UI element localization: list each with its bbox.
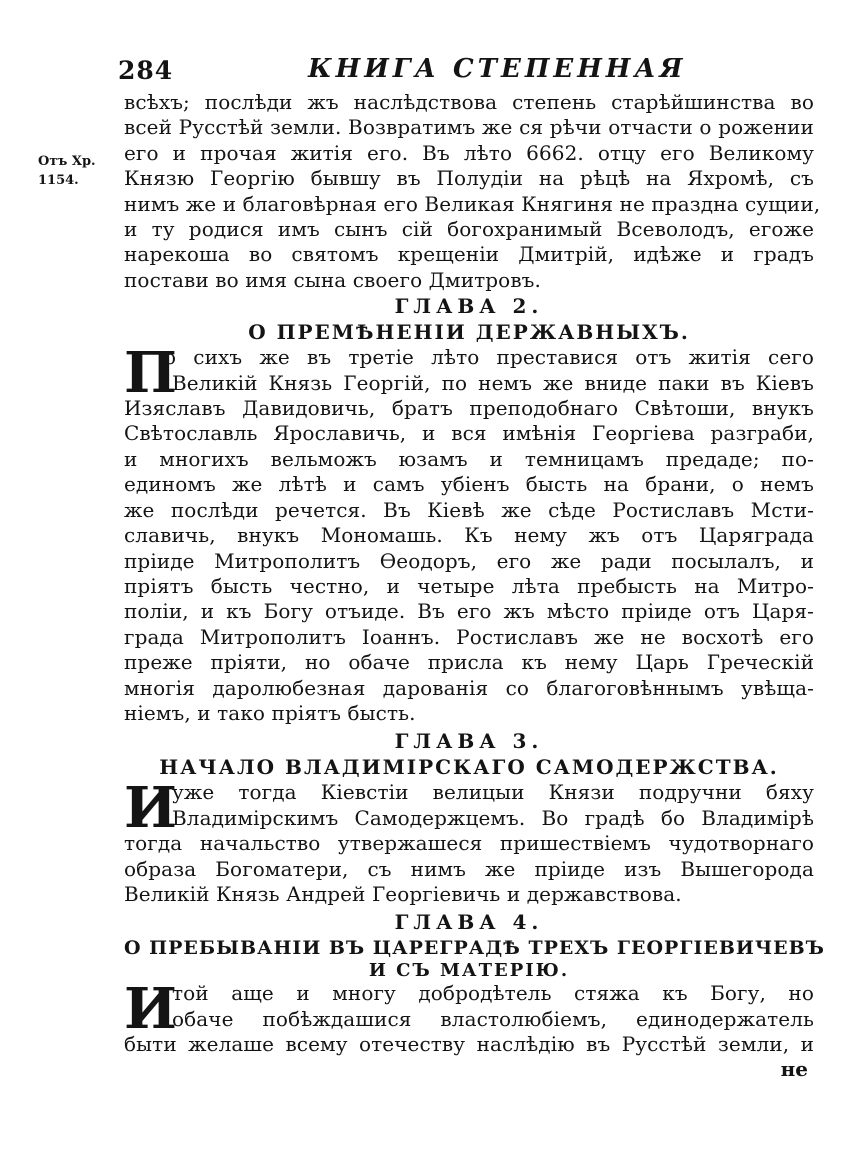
text-line: Великій Князь Георгій, по немъ же вниде паки въ Кіевъ [172, 370, 814, 395]
intro-paragraph [124, 90, 821, 293]
text-line: постави во имя сына своего Дмитровъ. [124, 267, 541, 292]
running-title: КНИГА СТЕПЕННАЯ [308, 54, 687, 84]
chapter-2-heading: ГЛАВА 2. [394, 294, 544, 319]
text-line: ніемъ, и тако пріятъ бысть. [124, 700, 416, 725]
chapter-4-paragraph [124, 976, 814, 1057]
text-body [124, 90, 825, 1081]
text-line: всей Русстѣй земли. Возвратимъ же ся рѣчи отчасти о рожении [124, 115, 814, 140]
text-line: Владимірскимъ Самодержцемъ. Во градѣ бо Владимірѣ [172, 805, 814, 830]
text-line: славичь, внукъ Мономашь. Къ нему жъ отъ Царяграда [124, 523, 814, 548]
text-line: образа Богоматери, съ нимъ же пріиде изъ Вышегорода [124, 856, 814, 881]
chapter-4-title: О ПРЕБЫВАНІИ ВЪ ЦАРЕГРАДѢ ТРЕХЪ ГЕОРГІЕВИЧЕВЪ [124, 937, 825, 960]
text-line: многія даролюбезная дарованія со благоговѣннымъ увѣща- [124, 675, 814, 700]
text-line: и многихъ вельможъ юзамъ и темницамъ предаде; по- [124, 446, 814, 471]
catchword: не [780, 1056, 808, 1081]
text-line: Свѣтославль Ярославичь, и вся имѣнія Георгіева разграби, [124, 421, 814, 446]
chapter-4-title-continued: И СЪ МАТЕРІЮ. [368, 960, 570, 982]
text-line: пріиде Митрополитъ Ѳеодоръ, его же ради посылалъ, и [124, 548, 814, 573]
text-line: быти желаше всему отечеству наслѣдію въ Русстѣй земли, и [124, 1032, 814, 1057]
text-line: же послѣди речется. Въ Кіевѣ же сѣде Ростиславъ Мсти- [124, 497, 814, 522]
chapter-3-heading: ГЛАВА 3. [394, 729, 544, 754]
text-line: града Митрополитъ Іоаннъ. Ростиславъ же не восхотѣ его [124, 624, 814, 649]
margin-note-line: 1154. [38, 173, 79, 188]
text-line: той аще и многу добродѣтель стяжа къ Богу, но [172, 981, 814, 1006]
text-line: нарекоша во святомъ крещеніи Дмитрій, идѣже и градъ [124, 242, 814, 267]
page-header [118, 48, 818, 88]
margin-note-line: Отъ Хр. [38, 154, 96, 169]
drop-cap: И [124, 976, 177, 1043]
text-line: преже пріяти, но обаче присла къ нему Царь Греческій [124, 650, 814, 675]
chapter-3-title: НАЧАЛО ВЛАДИМІРСКАГО САМОДЕРЖСТВА. [159, 755, 779, 780]
text-line: обаче побѣждашися властолюбіемъ, единодержатель [172, 1006, 814, 1031]
drop-cap: И [124, 775, 177, 842]
text-line: Великій Князь Андрей Георгіевичь и державствова. [124, 881, 682, 906]
text-line: уже тогда Кіевстіи велицыи Князи подручни бяху [172, 780, 814, 805]
text-line: его и прочая житія его. Въ лѣто 6662. отцу его Великому [124, 140, 814, 165]
text-line: и ту родися имъ сынъ сій богохранимый Всеволодъ, егоже [124, 217, 814, 242]
margin-note-date [38, 152, 114, 190]
page-number: 284 [118, 56, 174, 85]
text-line: Изяславъ Давидовичь, братъ преподобнаго Свѣтоши, внукъ [124, 396, 814, 421]
text-line: тогда начальство утвержашеся пришествіемъ чудотворнаго [124, 831, 814, 856]
text-line: всѣхъ; послѣди жъ наслѣдствова степень старѣйшинства во [124, 90, 814, 114]
text-line: поліи, и къ Богу отъиде. Въ его жъ мѣсто пріиде отъ Царя- [124, 599, 814, 624]
text-line: о сихъ же въ третіе лѣто преставися отъ житія сего [164, 345, 814, 370]
chapter-3-paragraph [124, 775, 814, 907]
chapter-2-title: О ПРЕМѢНЕНІИ ДЕРЖАВНЫХЪ. [248, 320, 690, 345]
chapter-4-heading: ГЛАВА 4. [394, 910, 544, 935]
text-line: пріятъ бысть честно, и четыре лѣта пребысть на Митро- [124, 573, 814, 598]
text-line: Князю Георгію бывшу въ Полудіи на рѣцѣ на Яхромѣ, съ [124, 166, 814, 191]
drop-cap: П [124, 340, 177, 407]
chapter-2-paragraph [124, 340, 814, 726]
text-line: нимъ же и благовѣрная его Великая Княгиня не праздна сущии, [124, 191, 821, 216]
text-line: единомъ же лѣтѣ и самъ убіенъ бысть на брани, о немъ [124, 472, 814, 497]
